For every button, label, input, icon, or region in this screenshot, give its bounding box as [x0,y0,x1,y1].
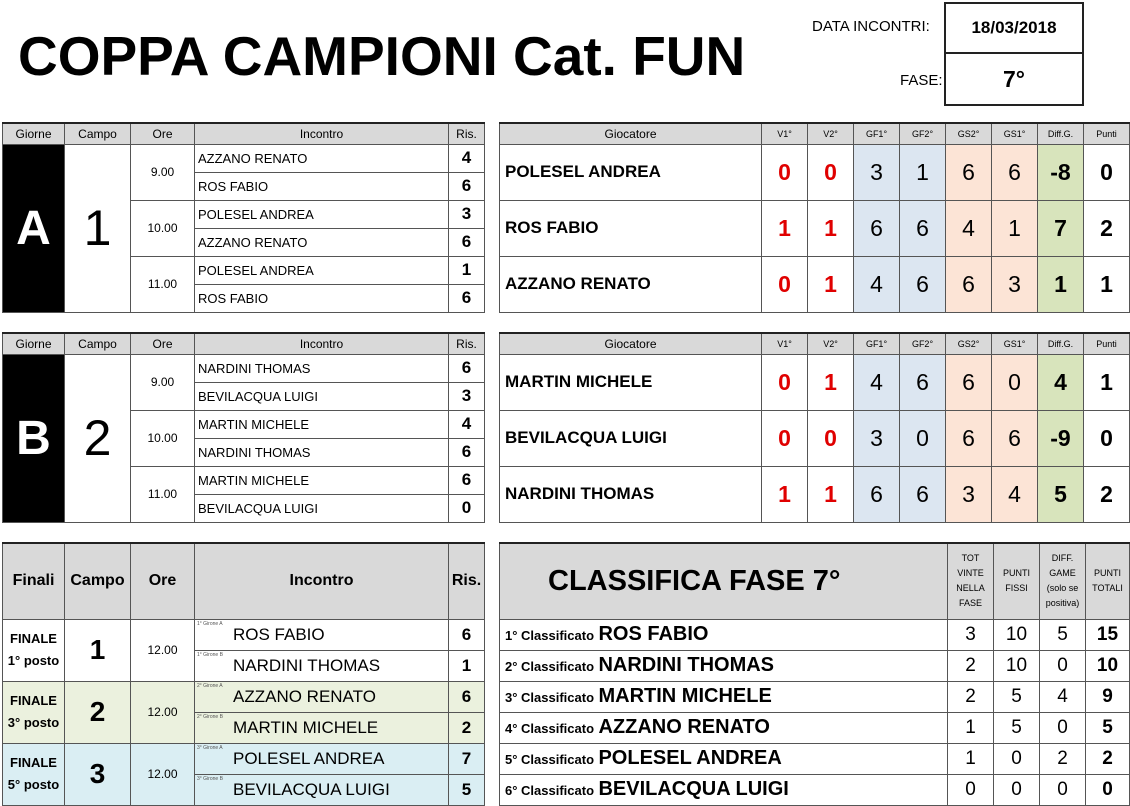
group-a-players [499,122,1130,313]
player-punti: 2 [1084,200,1130,256]
ranking-tot: 9 [1086,681,1130,712]
date-label: DATA INCONTRI: [812,18,930,35]
match-time: 10.00 [131,200,195,256]
ranking-diff: 0 [1040,650,1086,681]
col-giorne: Giorne [3,123,65,144]
col-ris: Ris. [449,333,485,354]
player-gf1: 4 [854,256,900,312]
ranking-tot: 0 [1086,774,1130,805]
col-v2: V2° [808,123,854,144]
ranking-vinte: 3 [948,619,994,650]
ranking-fissi: 5 [994,681,1040,712]
ranking-row [500,619,948,650]
final-score: 7 [449,743,485,774]
player-gs1: 0 [992,354,1038,410]
final-player: 3° Girone B BEVILACQUA LUIGI [195,774,449,805]
ranking-name: ROS FABIO [598,623,709,645]
player-v2: 1 [808,200,854,256]
player-diff: 7 [1038,200,1084,256]
match-time: 10.00 [131,410,195,466]
final-player: 2° Girone B MARTIN MICHELE [195,712,449,743]
col-ris: Ris. [449,543,485,619]
player-v1: 0 [762,256,808,312]
classifica-title: CLASSIFICA FASE 7° [500,543,948,619]
ranking-diff: 5 [1040,619,1086,650]
ranking-tot: 5 [1086,712,1130,743]
player-gs2: 6 [946,354,992,410]
player-gf2: 6 [900,466,946,522]
player-gs1: 3 [992,256,1038,312]
col-gf2: GF2° [900,123,946,144]
final-label: FINALE 1° posto [3,619,65,681]
ranking-vinte: 2 [948,681,994,712]
final-seed-tag: 1° Girone B [197,651,223,658]
match-player: BEVILACQUA LUIGI [195,494,449,522]
player-v2: 0 [808,144,854,200]
final-seed-tag: 2° Girone A [197,682,223,689]
player-gf1: 3 [854,410,900,466]
col-punti: Punti [1084,333,1130,354]
date-value-box [944,2,1084,54]
player-gs1: 6 [992,144,1038,200]
ranking-name: MARTIN MICHELE [598,685,772,707]
final-player: 2° Girone A AZZANO RENATO [195,681,449,712]
group-a-matches [2,122,485,313]
final-score: 2 [449,712,485,743]
ranking-tot: 2 [1086,743,1130,774]
ranking-row [500,743,948,774]
match-score: 3 [449,382,485,410]
player-v2: 1 [808,354,854,410]
ranking-vinte: 1 [948,712,994,743]
ranking-position: 5° Classificato [505,752,595,767]
player-gs1: 4 [992,466,1038,522]
match-score: 6 [449,466,485,494]
ranking-position: 3° Classificato [505,690,595,705]
col-campo: Campo [65,543,131,619]
match-player: ROS FABIO [195,172,449,200]
classifica-table [499,542,1130,806]
player-gs2: 6 [946,144,992,200]
ranking-tot: 10 [1086,650,1130,681]
match-player: NARDINI THOMAS [195,354,449,382]
match-score: 6 [449,172,485,200]
player-gf2: 0 [900,410,946,466]
group-b-matches [2,332,485,523]
ranking-diff: 0 [1040,774,1086,805]
col-punti-fissi: PUNTI FISSI [994,543,1040,619]
col-incontro: Incontro [195,123,449,144]
ranking-fissi: 5 [994,712,1040,743]
group-campo: 2 [65,354,131,522]
ranking-row [500,712,948,743]
col-v2: V2° [808,333,854,354]
col-incontro: Incontro [195,333,449,354]
col-diff: Diff.G. [1038,333,1084,354]
player-punti: 0 [1084,144,1130,200]
match-score: 1 [449,256,485,284]
player-diff: -8 [1038,144,1084,200]
col-v1: V1° [762,333,808,354]
ranking-diff: 0 [1040,712,1086,743]
player-v2: 0 [808,410,854,466]
player-name: POLESEL ANDREA [500,144,762,200]
match-player: POLESEL ANDREA [195,256,449,284]
match-player: AZZANO RENATO [195,228,449,256]
col-ore: Ore [131,333,195,354]
player-v1: 0 [762,410,808,466]
ranking-fissi: 0 [994,774,1040,805]
final-time: 12.00 [131,681,195,743]
final-score: 1 [449,650,485,681]
phase-label: FASE: [900,72,943,89]
match-player: AZZANO RENATO [195,144,449,172]
final-score: 6 [449,681,485,712]
player-punti: 2 [1084,466,1130,522]
player-gs1: 1 [992,200,1038,256]
match-score: 4 [449,410,485,438]
player-v2: 1 [808,256,854,312]
group-letter: B [3,354,65,522]
col-punti: Punti [1084,123,1130,144]
player-punti: 1 [1084,354,1130,410]
ranking-diff: 2 [1040,743,1086,774]
player-diff: 5 [1038,466,1084,522]
col-gs1: GS1° [992,333,1038,354]
phase-value: 7° [1003,65,1025,92]
final-time: 12.00 [131,743,195,805]
col-diff: Diff.G. [1038,123,1084,144]
ranking-position: 6° Classificato [505,783,595,798]
match-player: ROS FABIO [195,284,449,312]
final-player: 1° Girone B NARDINI THOMAS [195,650,449,681]
ranking-row [500,774,948,805]
player-gs2: 6 [946,256,992,312]
player-name: BEVILACQUA LUIGI [500,410,762,466]
col-gs2: GS2° [946,123,992,144]
player-name: MARTIN MICHELE [500,354,762,410]
match-player: BEVILACQUA LUIGI [195,382,449,410]
col-giorne: Giorne [3,333,65,354]
match-time: 11.00 [131,256,195,312]
final-campo: 1 [65,619,131,681]
player-gs2: 4 [946,200,992,256]
col-gs2: GS2° [946,333,992,354]
final-campo: 3 [65,743,131,805]
col-ore: Ore [131,543,195,619]
player-gf1: 3 [854,144,900,200]
group-campo: 1 [65,144,131,312]
col-giocatore: Giocatore [500,123,762,144]
match-time: 9.00 [131,144,195,200]
ranking-fissi: 0 [994,743,1040,774]
final-campo: 2 [65,681,131,743]
final-seed-tag: 3° Girone B [197,775,223,782]
ranking-fissi: 10 [994,650,1040,681]
player-name: ROS FABIO [500,200,762,256]
player-gs2: 3 [946,466,992,522]
ranking-name: NARDINI THOMAS [598,654,775,676]
ranking-vinte: 1 [948,743,994,774]
player-punti: 0 [1084,410,1130,466]
player-v1: 0 [762,354,808,410]
col-ris: Ris. [449,123,485,144]
player-v1: 1 [762,200,808,256]
match-player: NARDINI THOMAS [195,438,449,466]
match-score: 0 [449,494,485,522]
match-player: MARTIN MICHELE [195,410,449,438]
ranking-vinte: 2 [948,650,994,681]
player-gf2: 6 [900,354,946,410]
player-gf2: 1 [900,144,946,200]
col-punti-totali: PUNTI TOTALI [1086,543,1130,619]
final-seed-tag: 1° Girone A [197,620,223,627]
player-v1: 0 [762,144,808,200]
col-diff-game: DIFF. GAME (solo se positiva) [1040,543,1086,619]
final-player: 3° Girone A POLESEL ANDREA [195,743,449,774]
player-gf1: 4 [854,354,900,410]
col-finali: Finali [3,543,65,619]
player-name: NARDINI THOMAS [500,466,762,522]
ranking-position: 2° Classificato [505,659,595,674]
page-title: COPPA CAMPIONI Cat. FUN [18,25,746,87]
ranking-name: BEVILACQUA LUIGI [598,778,789,800]
final-seed-tag: 3° Girone A [197,744,223,751]
final-label: FINALE 5° posto [3,743,65,805]
final-score: 6 [449,619,485,650]
col-gf1: GF1° [854,123,900,144]
group-b-players [499,332,1130,523]
player-v1: 1 [762,466,808,522]
phase-value-box [944,52,1084,106]
player-gs2: 6 [946,410,992,466]
match-score: 4 [449,144,485,172]
finals-table [2,542,485,806]
player-diff: 1 [1038,256,1084,312]
final-player: 1° Girone A ROS FABIO [195,619,449,650]
player-diff: 4 [1038,354,1084,410]
player-v2: 1 [808,466,854,522]
ranking-tot: 15 [1086,619,1130,650]
col-gf1: GF1° [854,333,900,354]
ranking-row [500,681,948,712]
ranking-position: 1° Classificato [505,628,595,643]
ranking-name: AZZANO RENATO [598,716,770,738]
match-score: 6 [449,228,485,256]
col-gf2: GF2° [900,333,946,354]
col-v1: V1° [762,123,808,144]
ranking-name: POLESEL ANDREA [598,747,782,769]
player-gf1: 6 [854,200,900,256]
player-name: AZZANO RENATO [500,256,762,312]
final-label: FINALE 3° posto [3,681,65,743]
match-score: 6 [449,354,485,382]
ranking-diff: 4 [1040,681,1086,712]
col-campo: Campo [65,333,131,354]
col-ore: Ore [131,123,195,144]
match-time: 11.00 [131,466,195,522]
ranking-row [500,650,948,681]
match-score: 6 [449,284,485,312]
ranking-vinte: 0 [948,774,994,805]
match-time: 9.00 [131,354,195,410]
match-score: 3 [449,200,485,228]
match-player: MARTIN MICHELE [195,466,449,494]
match-score: 6 [449,438,485,466]
player-gf2: 6 [900,200,946,256]
col-campo: Campo [65,123,131,144]
final-time: 12.00 [131,619,195,681]
player-gf2: 6 [900,256,946,312]
col-incontro: Incontro [195,543,449,619]
player-gf1: 6 [854,466,900,522]
match-player: POLESEL ANDREA [195,200,449,228]
date-value: 18/03/2018 [971,18,1057,37]
col-tot-vinte: TOT VINTE NELLA FASE [948,543,994,619]
col-gs1: GS1° [992,123,1038,144]
ranking-fissi: 10 [994,619,1040,650]
final-seed-tag: 2° Girone B [197,713,223,720]
player-diff: -9 [1038,410,1084,466]
final-score: 5 [449,774,485,805]
player-gs1: 6 [992,410,1038,466]
col-giocatore: Giocatore [500,333,762,354]
player-punti: 1 [1084,256,1130,312]
group-letter: A [3,144,65,312]
ranking-position: 4° Classificato [505,721,595,736]
